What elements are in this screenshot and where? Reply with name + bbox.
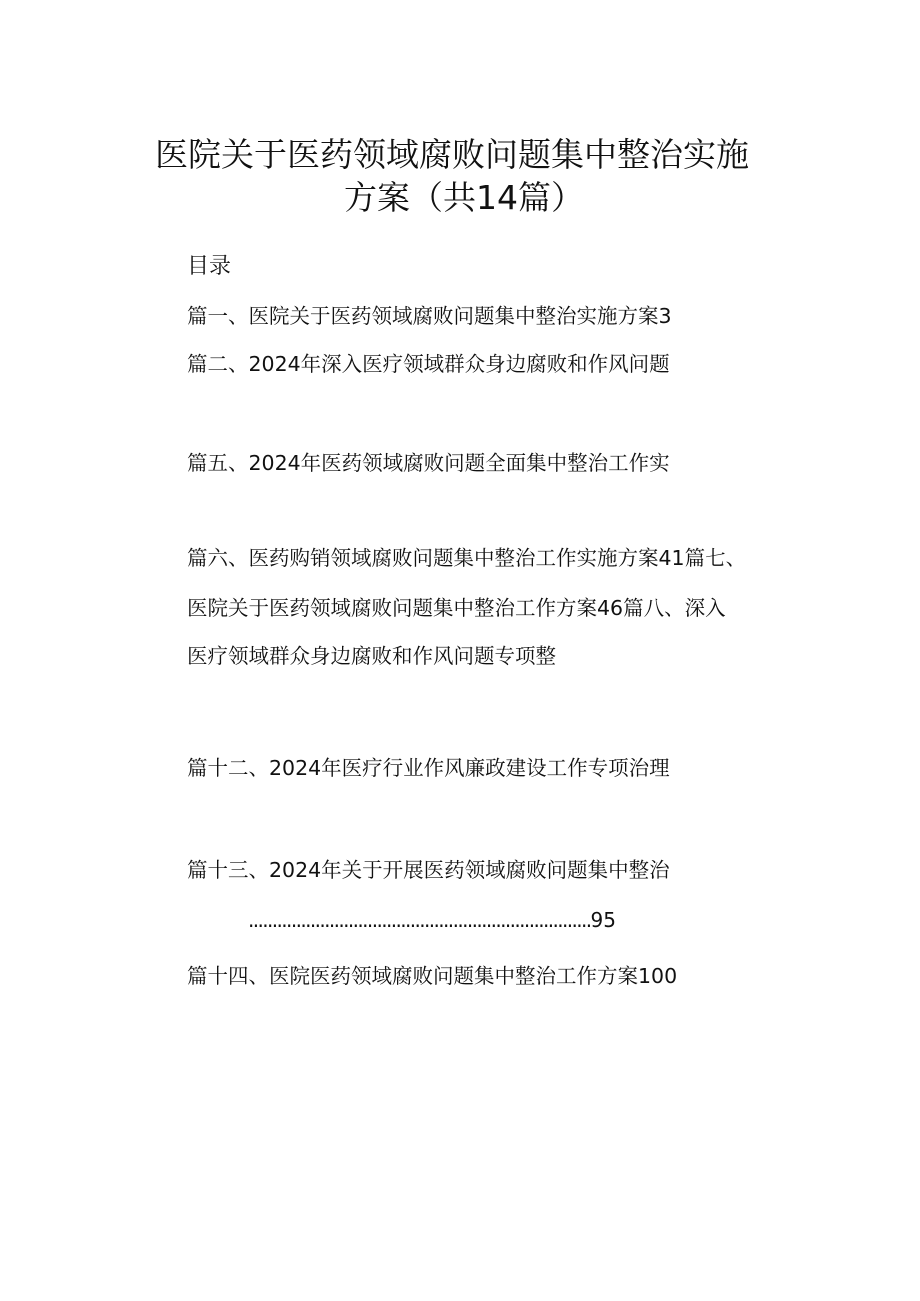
toc-entry: 篇十四、医院医药领域腐败问题集中整治工作方案100 [187, 964, 678, 988]
toc-entry: 篇十二、2024年医疗行业作风廉政建设工作专项治理 [187, 756, 670, 780]
toc-entry: 篇十三、2024年关于开展医药领域腐败问题集中整治 [187, 858, 670, 882]
toc-entry: 篇五、2024年医药领域腐败问题全面集中整治工作实 [187, 451, 670, 475]
toc-entry: 篇六、医药购销领域腐败问题集中整治工作实施方案41篇七、 [187, 546, 747, 570]
document-title-line-1: 医院关于医药领域腐败问题集中整治实施 [155, 135, 749, 174]
document-title-line-2: 方案（共14篇） [344, 178, 584, 217]
toc-heading: 目录 [187, 254, 232, 279]
toc-entry: 篇二、2024年深入医疗领域群众身边腐败和作风问题 [187, 352, 670, 376]
toc-entry: 医院关于医药领域腐败问题集中整治工作方案46篇八、深入 [187, 596, 726, 620]
dot-leader: ........................................................................ [248, 908, 591, 932]
page-number: 95 [590, 908, 616, 932]
toc-entry: 医疗领域群众身边腐败和作风问题专项整 [187, 644, 556, 668]
toc-entry: 篇一、医院关于医药领域腐败问题集中整治实施方案3 [187, 304, 672, 328]
toc-dot-leader [248, 906, 616, 934]
